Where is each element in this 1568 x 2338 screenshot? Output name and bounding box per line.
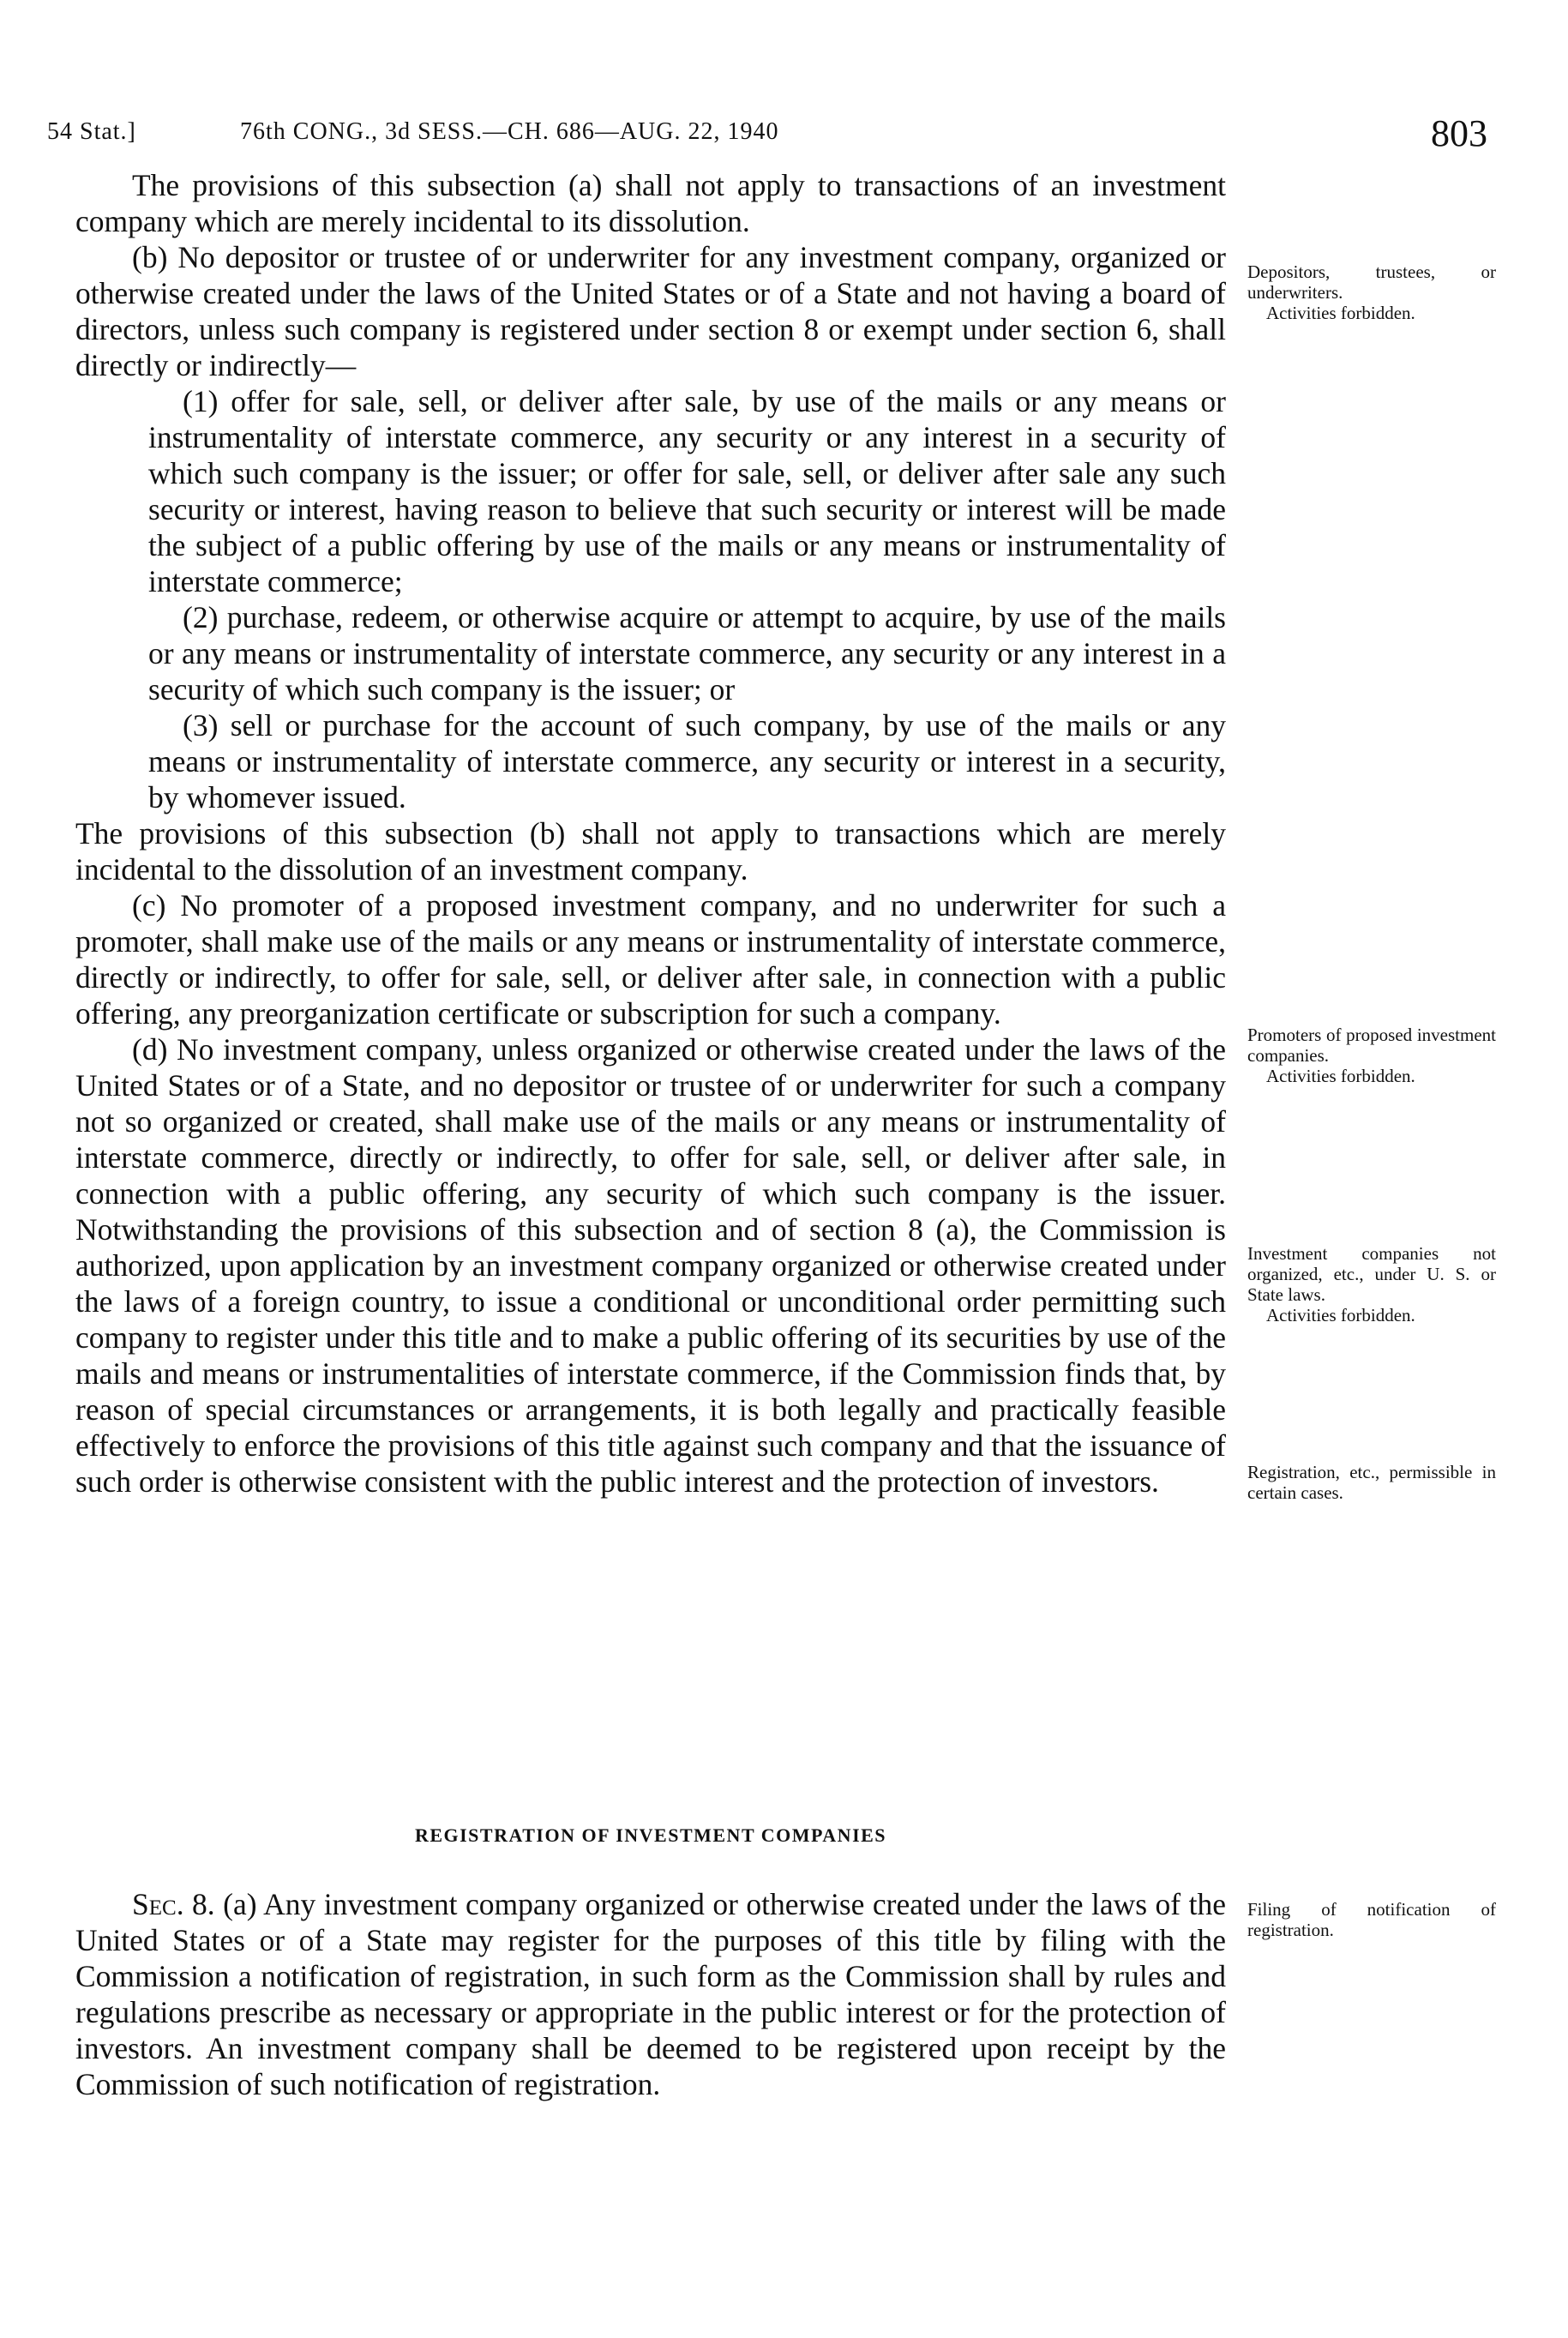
paragraph-subsection-c: (c) No promoter of a proposed investment company, and no underwriter for such a promoter, shall make use of the mails or any means or instrumentality of interstate commerce, directly or indirectly, to offer for sale, sell, or deliver after sale, in connection with a public offering, any preorganization certificate or subscription for such a company. (75, 888, 1226, 1031)
paragraph-item-1: (1) offer for sale, sell, or deliver after sale, by use of the mails or any means or instrumentality of interstate commerce, any security or any interest in a security of which such company is the issuer; or offer for sale, sell, or deliver after sale any such security or interest, having reason to believe that such security or interest will be made the subject of a public offering by use of the mails or any means or instrumentality of interstate commerce; (148, 384, 1226, 598)
margin-note-investment-companies (1247, 1243, 1496, 1325)
statute-text-body (75, 167, 1226, 1500)
margin-note-text: Investment companies not organized, etc., under U. S. or State laws. (1247, 1243, 1496, 1305)
margin-note-promoters (1247, 1025, 1496, 1086)
section-label: Sec. 8. (132, 1887, 215, 1921)
section-8-body (75, 1886, 1226, 2102)
page-number: 803 (1431, 112, 1487, 154)
margin-note-text: Filing of notification of registration. (1247, 1899, 1496, 1940)
margin-note-text: Activities forbidden. (1266, 1305, 1415, 1325)
paragraph-subsection-b-tail: The provisions of this subsection (b) shall not apply to transactions which are merely incidental to the dissolution of an investment company. (75, 816, 1226, 887)
paragraph-subsection-b: (b) No depositor or trustee of or underwriter for any investment company, organized or otherwise created under the laws of the United States or of a State and not having a board of directors, unless such company is registered under section 8 or exempt under section 6, shall directly or indirectly— (75, 240, 1226, 382)
margin-note-registration (1247, 1462, 1496, 1503)
margin-note-text: Activities forbidden. (1266, 303, 1415, 323)
paragraph-subsection-a-tail: The provisions of this subsection (a) shall not apply to transactions of an investment company which are merely incidental to its dissolution. (75, 168, 1226, 238)
margin-note-text: Activities forbidden. (1266, 1066, 1415, 1086)
running-head: 76th CONG., 3d SESS.—CH. 686—AUG. 22, 1940 (240, 118, 779, 145)
paragraph-item-2: (2) purchase, redeem, or otherwise acquire or attempt to acquire, by use of the mails or any means or instrumentality of interstate commerce, any security or any interest in a security of which such company is the issuer; or (148, 600, 1226, 706)
margin-note-text: Depositors, trustees, or underwriters. (1247, 261, 1496, 303)
section-8a-text: (a) Any investment company organized or otherwise created under the laws of the United States or of a State may register for the purposes of this title by filing with the Commission a notification of registration, in such form as the Commission shall by rules and regulations prescribe as necessary or appropriate in the public interest or for the protection of investors. An investment company shall be deemed to be registered upon receipt by the Commission of such notification of registration. (75, 1887, 1226, 2101)
running-header (47, 111, 1487, 154)
paragraph-item-3: (3) sell or purchase for the account of such company, by use of the mails or any means or instrumentality of interstate commerce, any security or interest in a security, by whomever issued. (148, 708, 1226, 814)
margin-note-depositors (1247, 261, 1496, 323)
paragraph-section-8a (75, 1886, 1226, 2102)
statute-reference: 54 Stat.] (47, 118, 136, 145)
section-heading: REGISTRATION OF INVESTMENT COMPANIES (414, 1824, 887, 1846)
margin-note-filing (1247, 1899, 1496, 1940)
margin-note-text: Promoters of proposed investment companies. (1247, 1025, 1496, 1066)
margin-note-text: Registration, etc., permissible in certain cases. (1247, 1462, 1496, 1503)
paragraph-subsection-d: (d) No investment company, unless organized or otherwise created under the laws of the United States or of a State, and no depositor or trustee of or underwriter for such a company not so organized or created, shall make use of the mails or any means or instrumentality of interstate commerce, directly or indirectly, to offer for sale, sell, or deliver after sale, in connection with a public offering, any security of which such company is the issuer. Notwithstanding the provisions of this subsection and of section 8 (a), the Commission is authorized, upon application by an investment company organized or otherwise created under the laws of a foreign country, to issue a conditional or unconditional order permitting such company to register under this title and to make a public offering of its securities by use of the mails and means or instrumentalities of interstate commerce, if the Commission finds that, by reason of special circumstances or arrangements, it is both legally and practically feasible effectively to enforce the provisions of this title against such company and that the issuance of such order is otherwise consistent with the public interest and the protection of investors. (75, 1032, 1226, 1499)
